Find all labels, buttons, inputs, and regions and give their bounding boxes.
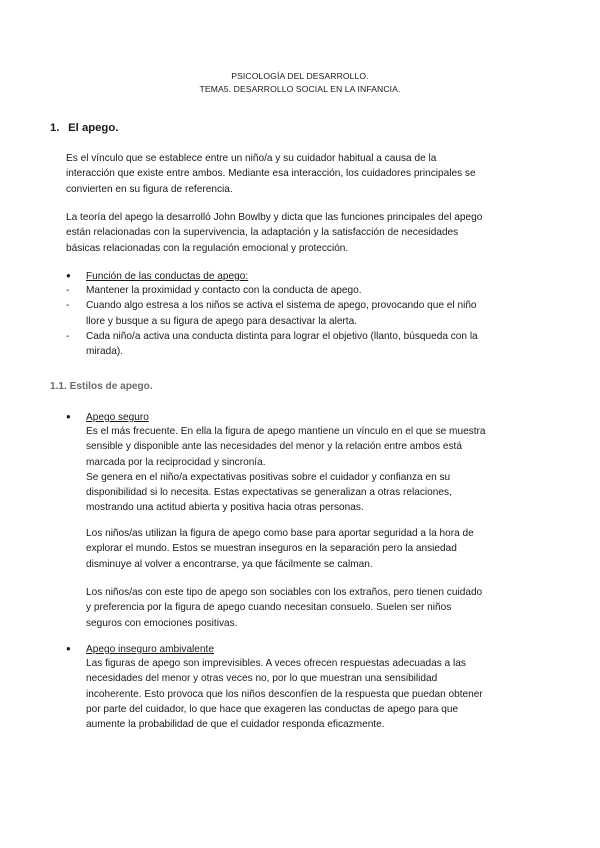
bullet-icon: ● [66, 644, 71, 653]
text-line: Cada niño/a activa una conducta distinta para lograr el objetivo (llanto, búsqueda con la [86, 330, 478, 342]
text-line: mirada). [86, 346, 124, 358]
list-item [66, 283, 546, 298]
text-line: disminuye al volver a encontrarse, ya que fácilmente se calman. [86, 558, 373, 570]
function-bullet [66, 268, 248, 284]
text-line: incoherente. Esto provoca que los niños desconfíen de la respuesta que puedan obtener [86, 688, 483, 700]
text-line: interacción que existe entre ambos. Mediante esa interacción, los cuidadores principales se [66, 168, 476, 180]
text-line: Mantener la proximidad y contacto con la conducta de apego. [86, 285, 362, 296]
text-line: y preferencia por la figura de apego cuando necesitan consuelo. Suelen ser niños [86, 602, 452, 614]
text-line: disponibilidad si lo necesita. Estas expectativas se generalizan a otras relaciones, [86, 487, 452, 499]
text-line: necesidades del menor y otras veces no, por lo que muestran una sensibilidad [86, 673, 438, 685]
text-line: Los niños/as utilizan la figura de apego como base para aportar seguridad a la hora de [86, 528, 474, 539]
text-line: sensible y disponible ante las necesidades del menor y la relación entre ambos está [86, 441, 462, 453]
list-item [66, 298, 546, 329]
secure-exploration [86, 526, 546, 572]
ambivalent-title: Apego inseguro ambivalente [86, 644, 214, 655]
section-1-heading [50, 122, 118, 134]
text-line: están relacionadas con la supervivencia, la adaptación y la satisfacción de necesidades [66, 227, 459, 239]
ambivalent-description [86, 656, 546, 732]
text-line: Se genera en el niño/a expectativas positivas sobre el cuidador y confianza en su [86, 471, 451, 483]
dash-icon: - [66, 330, 70, 342]
function-list [66, 283, 546, 359]
text-line: seguros con emociones positivas. [86, 617, 238, 629]
dash-icon: - [66, 285, 70, 296]
text-line: por parte del cuidador, lo que hace que exageren las conductas de apego para que [86, 703, 459, 715]
secure-sociability [86, 585, 546, 631]
text-line: Es el más frecuente. En ella la figura de apego mantiene un vínculo en el que se muestra [86, 426, 486, 437]
section-1-number: 1. [50, 122, 60, 134]
text-line: Las figuras de apego son imprevisibles. A veces ofrecen respuestas adecuadas a las [86, 658, 466, 669]
text-line: convierten en su figura de referencia. [66, 183, 233, 195]
function-title: Función de las conductas de apego: [86, 271, 249, 282]
section-1-1-heading: 1.1. Estilos de apego. [50, 381, 153, 392]
header-subject: PSICOLOGÍA DEL DESARROLLO. [231, 71, 369, 81]
text-line: llore y busque a su figura de apego para desactivar la alerta. [86, 315, 358, 327]
text-line: La teoría del apego la desarrolló John Bowlby y dicta que las funciones principales del apego [66, 212, 483, 223]
text-line: Los niños/as con este tipo de apego son sociables con los extraños, pero tienen cuidado [86, 587, 483, 598]
text-line: Es el vínculo que se establece entre un niño/a y su cuidador habitual a causa de la [66, 153, 437, 164]
text-line: marcada por la reciprocidad y sincronía. [86, 456, 266, 468]
secure-description [86, 424, 546, 516]
ambivalent-bullet [66, 641, 214, 657]
secure-bullet [66, 409, 149, 425]
text-line: aumente la probabilidad de que el cuidador responda eficazmente. [86, 719, 385, 731]
theory-paragraph [66, 210, 546, 256]
definition-paragraph [66, 151, 546, 197]
text-line: explorar el mundo. Estos se muestran inseguros en la separación pero la ansiedad [86, 543, 457, 555]
dash-icon: - [66, 300, 70, 312]
section-1-title: El apego. [68, 122, 119, 134]
secure-title: Apego seguro [86, 412, 149, 423]
header-topic: TEMA5. DESARROLLO SOCIAL EN LA INFANCIA. [199, 84, 401, 94]
text-line: básicas relacionadas con la regulación emocional y protección. [66, 242, 349, 254]
bullet-icon: ● [66, 412, 71, 421]
text-line: Cuando algo estresa a los niños se activa el sistema de apego, provocando que el niño [86, 300, 477, 312]
bullet-icon: ● [66, 271, 71, 280]
list-item [66, 329, 546, 360]
text-line: mostrando una actitud abierta y positiva hacia otras personas. [86, 502, 364, 514]
